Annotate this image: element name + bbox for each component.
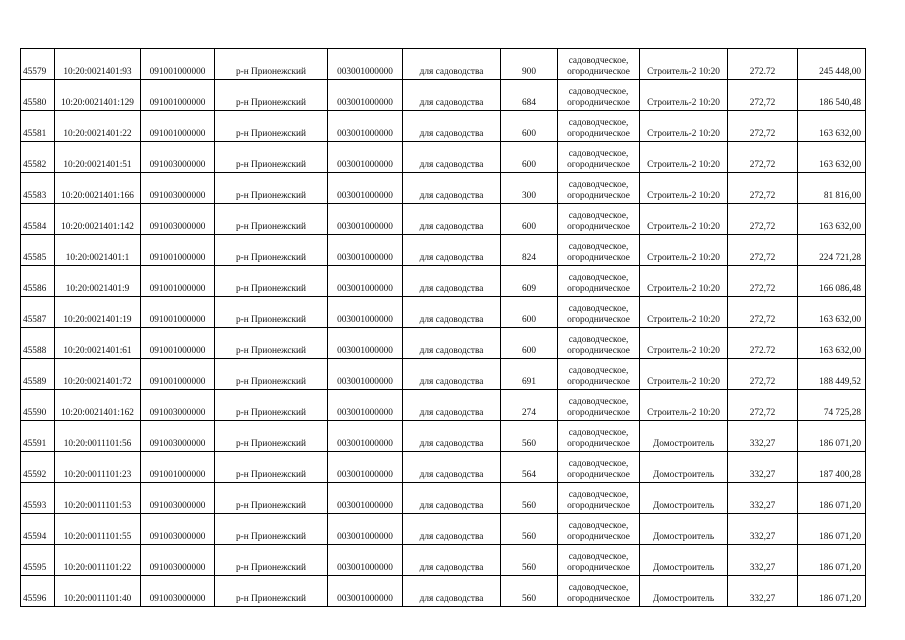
record-number-cell: 45586 <box>21 266 55 297</box>
cadastral-number-cell: 10:20:0021401:166 <box>55 173 141 204</box>
area-sqm-cell: 684 <box>501 80 558 111</box>
table-row <box>21 452 866 483</box>
district-cell: р-н Прионежский <box>215 111 328 142</box>
cadastral-value-cell: 186 071,20 <box>798 545 866 576</box>
table-row <box>21 204 866 235</box>
cadastral-value-cell: 186 071,20 <box>798 421 866 452</box>
record-number-cell: 45596 <box>21 576 55 607</box>
land-category-line-2: огородническое <box>567 191 630 201</box>
record-number-cell: 45580 <box>21 80 55 111</box>
territory-code-cell: 091003000000 <box>141 483 215 514</box>
land-category-cell <box>558 173 640 204</box>
table-row <box>21 266 866 297</box>
cadastral-number-cell: 10:20:0021401:19 <box>55 297 141 328</box>
settlement-code-cell: 003001000000 <box>328 421 403 452</box>
settlement-code-cell: 003001000000 <box>328 111 403 142</box>
land-category-line-2: огородническое <box>567 594 630 604</box>
record-number-cell: 45588 <box>21 328 55 359</box>
record-number-cell: 45579 <box>21 49 55 80</box>
unit-price-cell: 272,72 <box>728 390 798 421</box>
unit-price-cell: 332,27 <box>728 483 798 514</box>
land-category-line-1: садоводческое, <box>568 211 629 221</box>
territory-code-cell: 091001000000 <box>141 297 215 328</box>
settlement-code-cell: 003001000000 <box>328 328 403 359</box>
organization-cell: Домостроитель <box>640 514 728 545</box>
land-category-line-1: садоводческое, <box>568 335 629 345</box>
cadastral-value-cell: 163 632,00 <box>798 204 866 235</box>
record-number-cell: 45584 <box>21 204 55 235</box>
land-purpose-cell: для садоводства <box>403 545 501 576</box>
record-number-cell: 45585 <box>21 235 55 266</box>
table-row <box>21 80 866 111</box>
area-sqm-cell: 900 <box>501 49 558 80</box>
land-category-line-2: огородническое <box>567 315 630 325</box>
record-number-cell: 45594 <box>21 514 55 545</box>
land-category-cell <box>558 235 640 266</box>
settlement-code-cell: 003001000000 <box>328 49 403 80</box>
area-sqm-cell: 300 <box>501 173 558 204</box>
unit-price-cell: 272,72 <box>728 297 798 328</box>
record-number-cell: 45592 <box>21 452 55 483</box>
district-cell: р-н Прионежский <box>215 483 328 514</box>
area-sqm-cell: 691 <box>501 359 558 390</box>
organization-cell: Домостроитель <box>640 545 728 576</box>
land-purpose-cell: для садоводства <box>403 576 501 607</box>
cadastral-number-cell: 10:20:0021401:51 <box>55 142 141 173</box>
district-cell: р-н Прионежский <box>215 173 328 204</box>
district-cell: р-н Прионежский <box>215 576 328 607</box>
cadastral-value-cell: 163 632,00 <box>798 142 866 173</box>
table-row <box>21 49 866 80</box>
cadastral-value-cell: 186 071,20 <box>798 483 866 514</box>
organization-cell: Строитель-2 10:20 <box>640 80 728 111</box>
territory-code-cell: 091003000000 <box>141 204 215 235</box>
settlement-code-cell: 003001000000 <box>328 142 403 173</box>
organization-cell: Строитель-2 10:20 <box>640 173 728 204</box>
cadastral-number-cell: 10:20:0011101:53 <box>55 483 141 514</box>
land-category-line-2: огородническое <box>567 160 630 170</box>
land-purpose-cell: для садоводства <box>403 173 501 204</box>
cadastral-number-cell: 10:20:0021401:129 <box>55 80 141 111</box>
organization-cell: Строитель-2 10:20 <box>640 235 728 266</box>
cadastral-value-cell: 186 540,48 <box>798 80 866 111</box>
land-category-cell <box>558 80 640 111</box>
table-row <box>21 514 866 545</box>
area-sqm-cell: 560 <box>501 421 558 452</box>
territory-code-cell: 091001000000 <box>141 328 215 359</box>
land-category-line-1: садоводческое, <box>568 149 629 159</box>
cadastral-value-cell: 166 086,48 <box>798 266 866 297</box>
unit-price-cell: 272,72 <box>728 266 798 297</box>
land-purpose-cell: для садоводства <box>403 49 501 80</box>
cadastral-number-cell: 10:20:0021401:61 <box>55 328 141 359</box>
settlement-code-cell: 003001000000 <box>328 173 403 204</box>
settlement-code-cell: 003001000000 <box>328 297 403 328</box>
land-category-line-2: огородническое <box>567 253 630 263</box>
district-cell: р-н Прионежский <box>215 390 328 421</box>
cadastral-value-cell: 224 721,28 <box>798 235 866 266</box>
cadastral-number-cell: 10:20:0011101:22 <box>55 545 141 576</box>
cadastral-number-cell: 10:20:0021401:72 <box>55 359 141 390</box>
unit-price-cell: 332,27 <box>728 576 798 607</box>
land-purpose-cell: для садоводства <box>403 235 501 266</box>
cadastral-value-cell: 188 449,52 <box>798 359 866 390</box>
record-number-cell: 45595 <box>21 545 55 576</box>
unit-price-cell: 272,72 <box>728 173 798 204</box>
land-category-line-2: огородническое <box>567 346 630 356</box>
settlement-code-cell: 003001000000 <box>328 483 403 514</box>
land-category-cell <box>558 421 640 452</box>
land-parcels-table <box>20 48 866 607</box>
area-sqm-cell: 600 <box>501 204 558 235</box>
area-sqm-cell: 560 <box>501 576 558 607</box>
land-category-cell <box>558 545 640 576</box>
area-sqm-cell: 560 <box>501 545 558 576</box>
district-cell: р-н Прионежский <box>215 80 328 111</box>
area-sqm-cell: 600 <box>501 111 558 142</box>
organization-cell: Домостроитель <box>640 483 728 514</box>
organization-cell: Строитель-2 10:20 <box>640 328 728 359</box>
cadastral-number-cell: 10:20:0021401:9 <box>55 266 141 297</box>
territory-code-cell: 091003000000 <box>141 421 215 452</box>
organization-cell: Строитель-2 10:20 <box>640 266 728 297</box>
cadastral-value-cell: 163 632,00 <box>798 297 866 328</box>
land-category-line-1: садоводческое, <box>568 583 629 593</box>
land-purpose-cell: для садоводства <box>403 111 501 142</box>
district-cell: р-н Прионежский <box>215 297 328 328</box>
land-category-line-1: садоводческое, <box>568 428 629 438</box>
land-purpose-cell: для садоводства <box>403 514 501 545</box>
land-category-line-1: садоводческое, <box>568 552 629 562</box>
district-cell: р-н Прионежский <box>215 514 328 545</box>
organization-cell: Строитель-2 10:20 <box>640 111 728 142</box>
land-category-cell <box>558 328 640 359</box>
land-category-line-2: огородническое <box>567 439 630 449</box>
land-category-cell <box>558 514 640 545</box>
table-row <box>21 142 866 173</box>
district-cell: р-н Прионежский <box>215 204 328 235</box>
table-row <box>21 359 866 390</box>
cadastral-value-cell: 187 400,28 <box>798 452 866 483</box>
settlement-code-cell: 003001000000 <box>328 576 403 607</box>
document-sheet <box>20 48 866 607</box>
record-number-cell: 45582 <box>21 142 55 173</box>
settlement-code-cell: 003001000000 <box>328 80 403 111</box>
area-sqm-cell: 824 <box>501 235 558 266</box>
organization-cell: Строитель-2 10:20 <box>640 297 728 328</box>
land-category-cell <box>558 204 640 235</box>
land-category-line-1: садоводческое, <box>568 180 629 190</box>
district-cell: р-н Прионежский <box>215 266 328 297</box>
organization-cell: Строитель-2 10:20 <box>640 204 728 235</box>
land-purpose-cell: для садоводства <box>403 142 501 173</box>
cadastral-value-cell: 81 816,00 <box>798 173 866 204</box>
table-row <box>21 328 866 359</box>
land-category-line-2: огородническое <box>567 284 630 294</box>
district-cell: р-н Прионежский <box>215 328 328 359</box>
land-category-cell <box>558 142 640 173</box>
cadastral-value-cell: 163 632,00 <box>798 328 866 359</box>
cadastral-number-cell: 10:20:0011101:40 <box>55 576 141 607</box>
territory-code-cell: 091003000000 <box>141 390 215 421</box>
settlement-code-cell: 003001000000 <box>328 390 403 421</box>
unit-price-cell: 272,72 <box>728 80 798 111</box>
organization-cell: Домостроитель <box>640 421 728 452</box>
land-category-line-2: огородническое <box>567 98 630 108</box>
territory-code-cell: 091003000000 <box>141 142 215 173</box>
land-category-line-1: садоводческое, <box>568 490 629 500</box>
district-cell: р-н Прионежский <box>215 421 328 452</box>
organization-cell: Строитель-2 10:20 <box>640 49 728 80</box>
organization-cell: Строитель-2 10:20 <box>640 390 728 421</box>
district-cell: р-н Прионежский <box>215 235 328 266</box>
area-sqm-cell: 560 <box>501 483 558 514</box>
district-cell: р-н Прионежский <box>215 452 328 483</box>
district-cell: р-н Прионежский <box>215 142 328 173</box>
unit-price-cell: 272,72 <box>728 111 798 142</box>
land-category-line-1: садоводческое, <box>568 397 629 407</box>
land-category-line-2: огородническое <box>567 377 630 387</box>
table-row <box>21 483 866 514</box>
district-cell: р-н Прионежский <box>215 49 328 80</box>
land-purpose-cell: для садоводства <box>403 328 501 359</box>
land-category-cell <box>558 49 640 80</box>
settlement-code-cell: 003001000000 <box>328 452 403 483</box>
land-category-cell <box>558 111 640 142</box>
table-row <box>21 390 866 421</box>
territory-code-cell: 091003000000 <box>141 576 215 607</box>
record-number-cell: 45591 <box>21 421 55 452</box>
territory-code-cell: 091003000000 <box>141 514 215 545</box>
land-purpose-cell: для садоводства <box>403 266 501 297</box>
settlement-code-cell: 003001000000 <box>328 514 403 545</box>
organization-cell: Домостроитель <box>640 576 728 607</box>
cadastral-number-cell: 10:20:0021401:93 <box>55 49 141 80</box>
record-number-cell: 45583 <box>21 173 55 204</box>
land-category-line-2: огородническое <box>567 67 630 77</box>
unit-price-cell: 272,72 <box>728 142 798 173</box>
land-category-line-1: садоводческое, <box>568 273 629 283</box>
land-category-line-1: садоводческое, <box>568 459 629 469</box>
settlement-code-cell: 003001000000 <box>328 266 403 297</box>
land-category-line-1: садоводческое, <box>568 366 629 376</box>
record-number-cell: 45593 <box>21 483 55 514</box>
organization-cell: Строитель-2 10:20 <box>640 359 728 390</box>
unit-price-cell: 272,72 <box>728 235 798 266</box>
territory-code-cell: 091003000000 <box>141 545 215 576</box>
territory-code-cell: 091001000000 <box>141 266 215 297</box>
territory-code-cell: 091003000000 <box>141 173 215 204</box>
land-category-line-1: садоводческое, <box>568 521 629 531</box>
settlement-code-cell: 003001000000 <box>328 235 403 266</box>
land-purpose-cell: для садоводства <box>403 359 501 390</box>
land-category-cell <box>558 452 640 483</box>
unit-price-cell: 272.72 <box>728 49 798 80</box>
cadastral-value-cell: 74 725,28 <box>798 390 866 421</box>
record-number-cell: 45590 <box>21 390 55 421</box>
district-cell: р-н Прионежский <box>215 545 328 576</box>
land-category-line-1: садоводческое, <box>568 118 629 128</box>
unit-price-cell: 332,27 <box>728 452 798 483</box>
area-sqm-cell: 600 <box>501 297 558 328</box>
land-category-cell <box>558 297 640 328</box>
table-body <box>21 49 866 607</box>
land-category-line-2: огородническое <box>567 470 630 480</box>
record-number-cell: 45589 <box>21 359 55 390</box>
area-sqm-cell: 609 <box>501 266 558 297</box>
area-sqm-cell: 600 <box>501 328 558 359</box>
table-row <box>21 111 866 142</box>
unit-price-cell: 272,72 <box>728 204 798 235</box>
area-sqm-cell: 274 <box>501 390 558 421</box>
unit-price-cell: 332,27 <box>728 545 798 576</box>
land-purpose-cell: для садоводства <box>403 297 501 328</box>
cadastral-number-cell: 10:20:0011101:55 <box>55 514 141 545</box>
district-cell: р-н Прионежский <box>215 359 328 390</box>
land-category-line-2: огородническое <box>567 222 630 232</box>
table-row <box>21 297 866 328</box>
cadastral-number-cell: 10:20:0011101:23 <box>55 452 141 483</box>
territory-code-cell: 091001000000 <box>141 359 215 390</box>
cadastral-number-cell: 10:20:0021401:142 <box>55 204 141 235</box>
land-purpose-cell: для садоводства <box>403 204 501 235</box>
cadastral-number-cell: 10:20:0021401:162 <box>55 390 141 421</box>
cadastral-number-cell: 10:20:0011101:56 <box>55 421 141 452</box>
land-category-line-2: огородническое <box>567 563 630 573</box>
area-sqm-cell: 560 <box>501 514 558 545</box>
table-row <box>21 576 866 607</box>
land-purpose-cell: для садоводства <box>403 390 501 421</box>
land-category-line-2: огородническое <box>567 501 630 511</box>
land-category-cell <box>558 576 640 607</box>
land-category-line-2: огородническое <box>567 129 630 139</box>
territory-code-cell: 091001000000 <box>141 80 215 111</box>
table-row <box>21 545 866 576</box>
land-category-cell <box>558 390 640 421</box>
table-row <box>21 421 866 452</box>
territory-code-cell: 091001000000 <box>141 49 215 80</box>
land-category-cell <box>558 266 640 297</box>
territory-code-cell: 091001000000 <box>141 235 215 266</box>
settlement-code-cell: 003001000000 <box>328 545 403 576</box>
cadastral-number-cell: 10:20:0021401:1 <box>55 235 141 266</box>
land-purpose-cell: для садоводства <box>403 452 501 483</box>
land-category-line-2: огородническое <box>567 408 630 418</box>
land-category-line-1: садоводческое, <box>568 304 629 314</box>
cadastral-number-cell: 10:20:0021401:22 <box>55 111 141 142</box>
cadastral-value-cell: 163 632,00 <box>798 111 866 142</box>
cadastral-value-cell: 186 071,20 <box>798 514 866 545</box>
cadastral-value-cell: 186 071,20 <box>798 576 866 607</box>
land-purpose-cell: для садоводства <box>403 421 501 452</box>
unit-price-cell: 332,27 <box>728 421 798 452</box>
record-number-cell: 45581 <box>21 111 55 142</box>
land-category-cell <box>558 483 640 514</box>
unit-price-cell: 272.72 <box>728 328 798 359</box>
territory-code-cell: 091001000000 <box>141 111 215 142</box>
organization-cell: Домостроитель <box>640 452 728 483</box>
unit-price-cell: 272,72 <box>728 359 798 390</box>
area-sqm-cell: 600 <box>501 142 558 173</box>
unit-price-cell: 332,27 <box>728 514 798 545</box>
table-row <box>21 235 866 266</box>
land-category-line-1: садоводческое, <box>568 242 629 252</box>
land-purpose-cell: для садоводства <box>403 483 501 514</box>
territory-code-cell: 091001000000 <box>141 452 215 483</box>
land-category-line-2: огородническое <box>567 532 630 542</box>
land-category-line-1: садоводческое, <box>568 87 629 97</box>
area-sqm-cell: 564 <box>501 452 558 483</box>
settlement-code-cell: 003001000000 <box>328 359 403 390</box>
record-number-cell: 45587 <box>21 297 55 328</box>
land-category-line-1: садоводческое, <box>568 56 629 66</box>
settlement-code-cell: 003001000000 <box>328 204 403 235</box>
land-purpose-cell: для садоводства <box>403 80 501 111</box>
land-category-cell <box>558 359 640 390</box>
table-row <box>21 173 866 204</box>
cadastral-value-cell: 245 448,00 <box>798 49 866 80</box>
organization-cell: Строитель-2 10:20 <box>640 142 728 173</box>
